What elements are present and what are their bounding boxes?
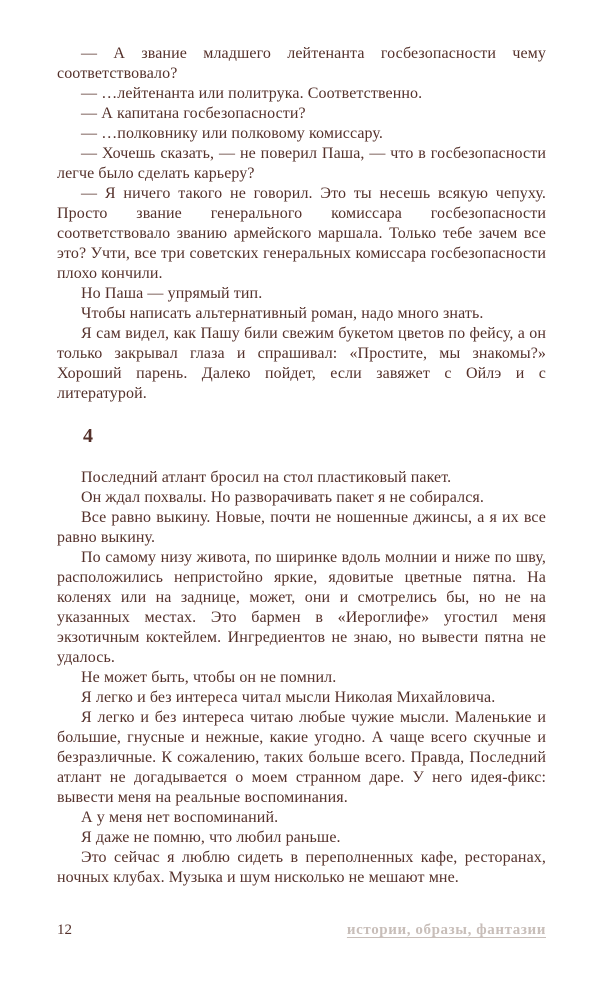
paragraph: — …полковнику или полковому комиссару.	[81, 125, 384, 142]
paragraph: Не может быть, чтобы он не помнил.	[81, 669, 337, 686]
paragraph: — А капитана госбезопасности?	[81, 105, 306, 122]
paragraph: Последний атлант бросил на стол пластиковый пакет.	[81, 469, 452, 486]
paragraph: Я легко и без интереса читаю любые чужие мысли. Маленькие и большие, гнусные и нежные, какие угодно. А чаще всего скучные и безразличные. К сожалению, таких больше всего. Правда, Последний атлант не догадывается о моем странном даре. У него идея-фикс: вывести меня на реальные воспоминания.	[57, 709, 546, 806]
paragraph: По самому низу живота, по ширинке вдоль молнии и ниже по шву, расположились непристойно яркие, ядовитые цветные пятна. На коленях или на заднице, может, они и смотрелись бы, но не на указанных местах. Это бармен в «Иероглифе» угостил меня экзотичным коктейлем. Ингредиентов не знаю, но вывести пятна не удалось.	[57, 549, 546, 666]
section-heading: 4	[83, 425, 93, 447]
paragraph: — Я ничего такого не говорил. Это ты несешь всякую чепуху. Просто звание генерального комиссара госбезопасности соответствовало званию армейского маршала. Только тебе зачем все это? Учти, все три советских генеральных комиссара госбезопасности плохо кончили.	[57, 185, 546, 282]
paragraph: А у меня нет воспоминаний.	[81, 809, 279, 826]
paragraph: Чтобы написать альтернативный роман, надо много знать.	[81, 305, 484, 322]
paragraph: Все равно выкину. Новые, почти не ношенные джинсы, а я их все равно выкину.	[57, 509, 546, 546]
page-footer	[57, 921, 546, 939]
paragraph: Но Паша — упрямый тип.	[81, 285, 263, 302]
running-title: истории, образы, фантазии	[346, 922, 546, 938]
paragraph: Я сам видел, как Пашу били свежим букетом цветов по фейсу, а он только закрывал глаза и спрашивал: «Простите, мы знакомы?» Хороший парень. Далеко пойдет, если завяжет с Ойлэ и с литературой.	[57, 325, 546, 402]
paragraph: Я легко и без интереса читал мысли Николая Михайловича.	[81, 689, 496, 706]
page-text	[57, 44, 546, 888]
paragraph: Он ждал похвалы. Но разворачивать пакет я не собирался.	[81, 489, 484, 506]
page-number: 12	[57, 922, 72, 938]
paragraph: Это сейчас я люблю сидеть в переполненных кафе, ресторанах, ночных клубах. Музыка и шум нисколько не мешают мне.	[57, 849, 546, 886]
paragraph: — Хочешь сказать, — не поверил Паша, — что в госбезопасности легче было сделать карьеру?	[57, 145, 546, 182]
paragraph: — А звание младшего лейтенанта госбезопасности чему соответствовало?	[57, 45, 546, 82]
paragraph: — …лейтенанта или политрука. Соответственно.	[81, 85, 423, 102]
paragraph: Я даже не помню, что любил раньше.	[81, 829, 341, 846]
